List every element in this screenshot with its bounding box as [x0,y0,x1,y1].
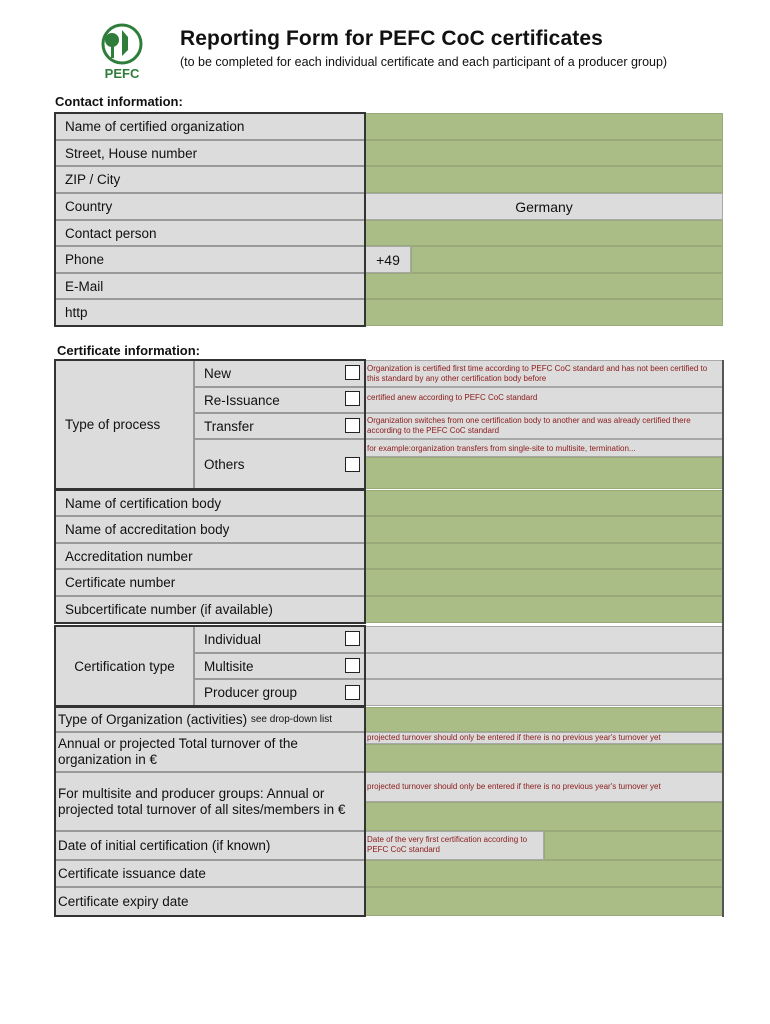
process-option-new: New [194,360,365,387]
reissuance-checkbox[interactable] [345,391,360,406]
process-option-others: Others [194,439,365,489]
page-title: Reporting Form for PEFC CoC certificates [180,27,603,50]
producer-group-checkbox[interactable] [345,685,360,700]
others-note: for example:organization transfers from single-site to multisite, termination... [367,444,636,453]
subcertificate-number-label: Subcertificate number (if available) [55,596,365,623]
contact-label-email: E-Mail [55,273,365,299]
contact-label-name: Name of certified organization [55,113,365,140]
multisite-turnover-field[interactable] [365,802,723,831]
cert-body-field[interactable] [365,490,723,516]
turnover-field[interactable] [365,744,723,772]
subcertificate-number-field[interactable] [365,596,723,623]
multisite-checkbox[interactable] [345,658,360,673]
certificate-heading: Certificate information: [57,343,201,358]
initial-note: Date of the very first certification according to PEFC CoC standard [367,835,528,854]
accreditation-number-label: Accreditation number [55,543,365,569]
individual-checkbox[interactable] [345,631,360,646]
others-field[interactable] [365,457,723,489]
new-checkbox[interactable] [345,365,360,380]
accreditation-number-field[interactable] [365,543,723,569]
turnover-label: Annual or projected Total turnover of the organization in € [55,732,365,772]
org-type-label-cell [55,707,365,732]
cert-type-multisite: Multisite [194,653,365,679]
accreditation-body-field[interactable] [365,516,723,543]
http-field[interactable] [365,299,723,326]
certificate-number-label: Certificate number [55,569,365,596]
issuance-date-label: Certificate issuance date [55,860,365,887]
contact-label-phone: Phone [55,246,365,273]
street-field[interactable] [365,140,723,166]
phone-field[interactable] [411,246,723,273]
multisite-turnover-label: For multisite and producer groups: Annual or projected total turnover of all sites/members in € [55,772,365,831]
turnover-note: projected turnover should only be entered if there is no previous year's turnover yet [367,733,661,742]
new-note: Organization is certified first time according to PEFC CoC standard and has not been certified to this standard by any other certification body before [367,364,708,383]
country-field[interactable]: Germany [365,193,723,220]
process-option-reissuance: Re-Issuance [194,387,365,413]
pefc-logo [92,22,156,86]
pefc-logo-icon [92,22,156,86]
multisite-note: projected turnover should only be entered if there is no previous year's turnover yet [367,782,661,791]
contact-label-person: Contact person [55,220,365,246]
individual-cell [365,626,723,653]
reissuance-note: certified anew according to PEFC CoC standard [367,393,538,402]
certificate-number-field[interactable] [365,569,723,596]
process-option-transfer: Transfer [194,413,365,439]
issuance-date-field[interactable] [365,860,723,887]
cert-type-label: Certification type [55,626,194,706]
cert-type-individual: Individual [194,626,365,653]
transfer-checkbox[interactable] [345,418,360,433]
org-name-field[interactable] [365,113,723,140]
page-subtitle: (to be completed for each individual certificate and each participant of a producer group) [180,55,668,69]
contact-label-country: Country [55,193,365,220]
org-type-label: Type of Organization (activities) [58,712,248,727]
contact-person-field[interactable] [365,220,723,246]
phone-prefix: +49 [365,246,411,273]
accreditation-body-label: Name of accreditation body [55,516,365,543]
multisite-cell [365,653,723,679]
cert-body-label: Name of certification body [55,490,365,516]
contact-label-http: http [55,299,365,326]
process-type-label: Type of process [55,360,194,489]
email-field[interactable] [365,273,723,299]
others-checkbox[interactable] [345,457,360,472]
initial-cert-label: Date of initial certification (if known) [55,831,365,860]
right-border [722,360,724,917]
cert-type-producer-group: Producer group [194,679,365,706]
expiry-date-field[interactable] [365,887,723,916]
initial-cert-field[interactable] [544,831,723,860]
zip-city-field[interactable] [365,166,723,193]
transfer-note: Organization switches from one certification body to another and was already certified there according to the PEFC CoC standard [367,416,691,435]
producer-group-cell [365,679,723,706]
svg-text:PEFC: PEFC [104,66,140,81]
org-type-dropdown[interactable] [365,707,723,732]
contact-heading: Contact information: [55,94,183,109]
contact-label-street: Street, House number [55,140,365,166]
contact-label-zip: ZIP / City [55,166,365,193]
expiry-date-label: Certificate expiry date [55,887,365,916]
org-type-hint: see drop-down list [250,714,333,725]
